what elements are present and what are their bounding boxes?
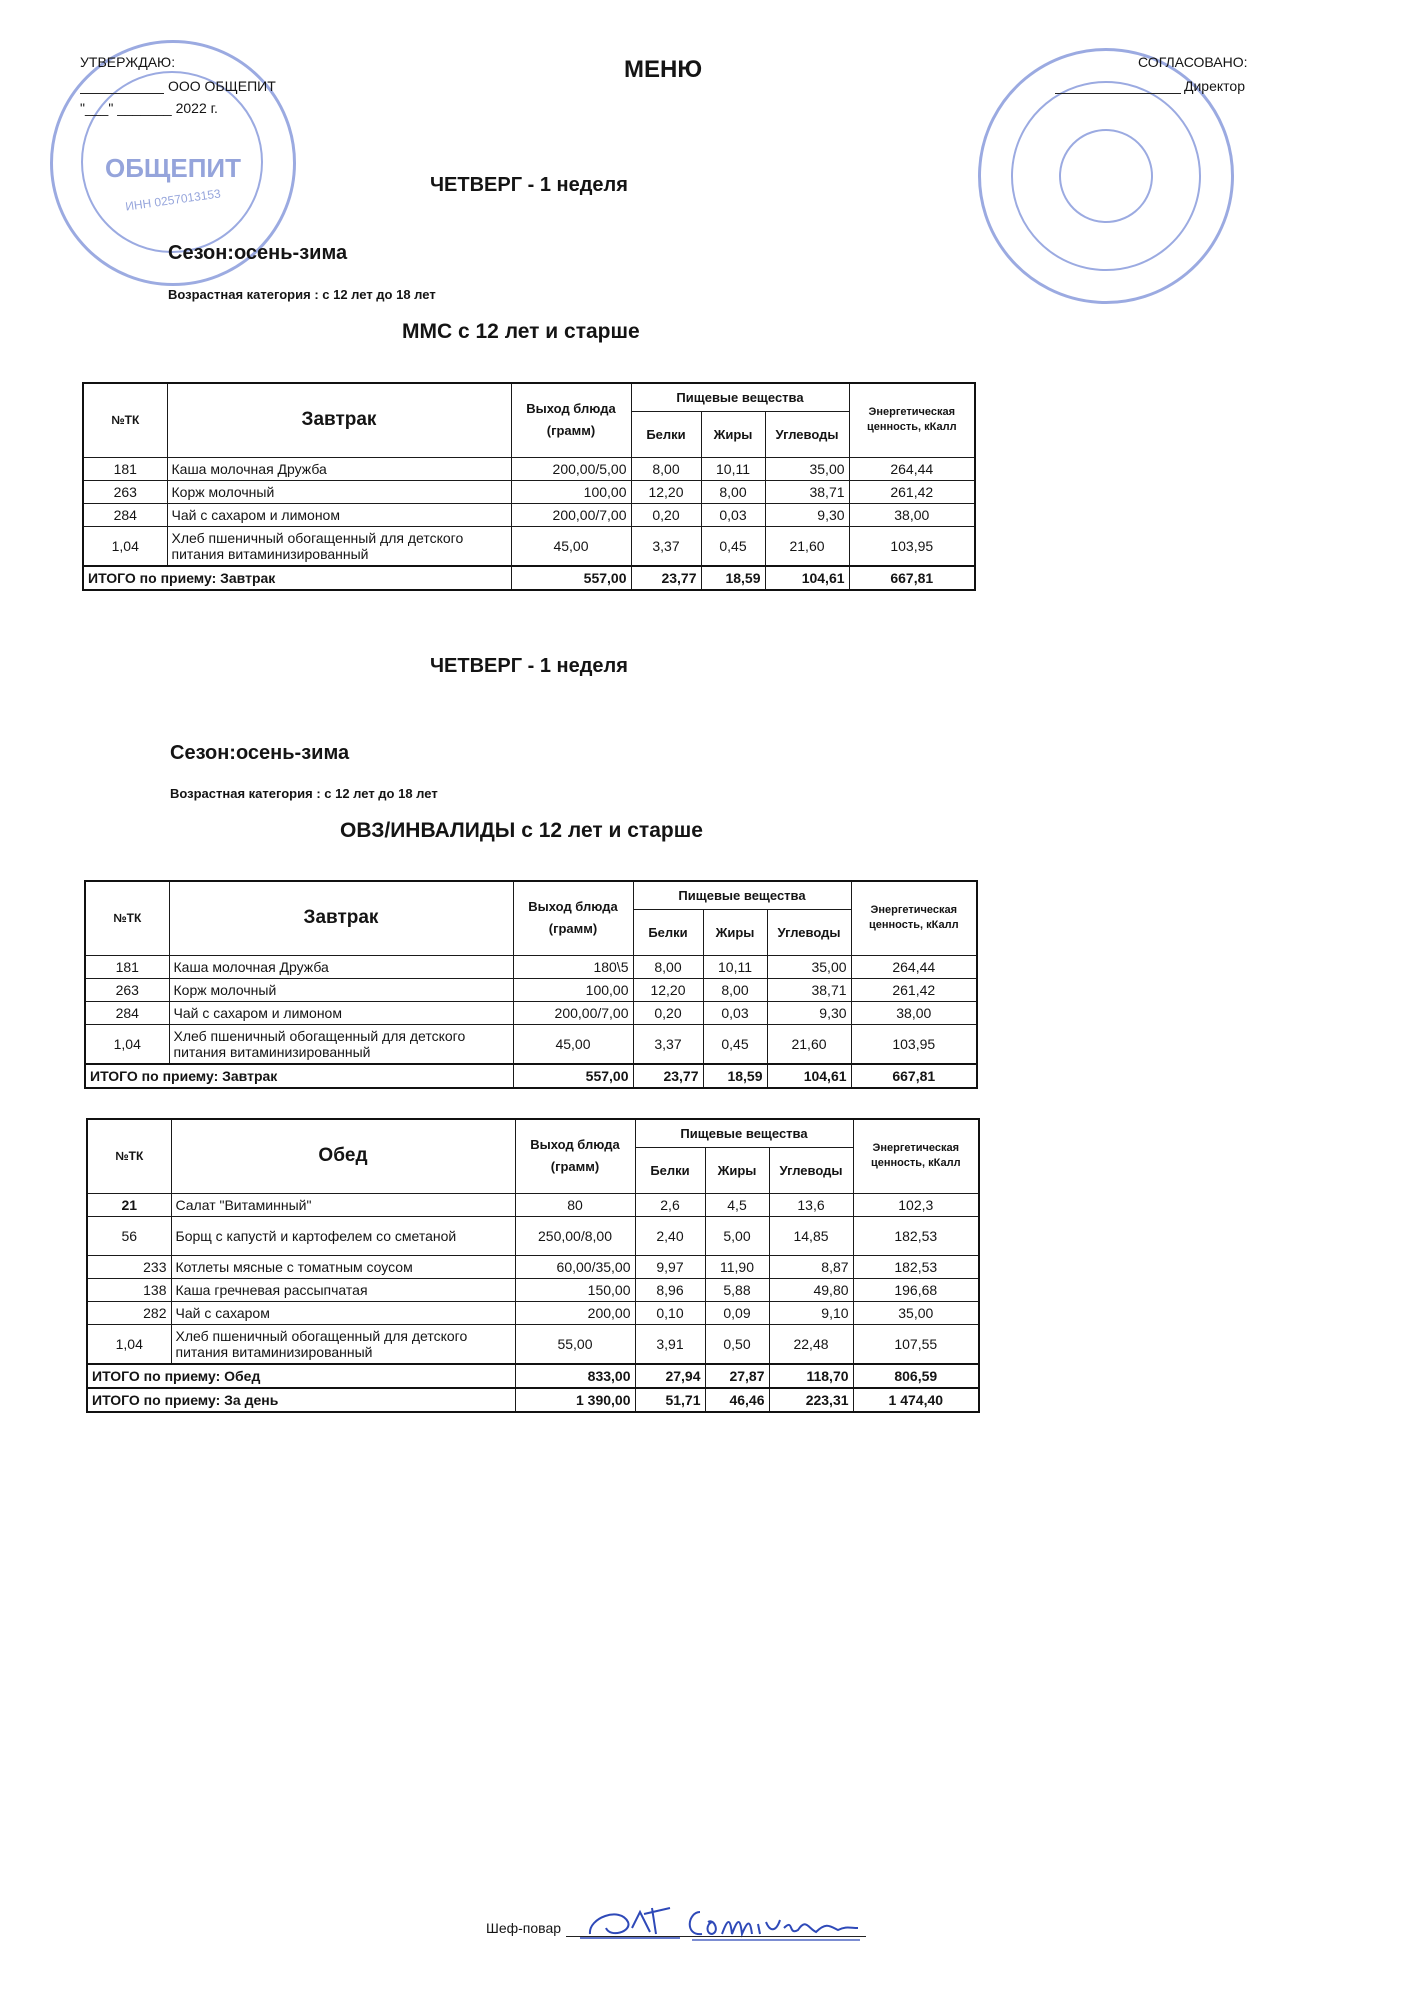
table-row: 1,04 Хлеб пшеничный обогащенный для детского питания витаминизированный 55,00 3,91 0,50 22,48 107,55 bbox=[87, 1324, 979, 1364]
table-breakfast-mms bbox=[82, 382, 976, 591]
page-title: МЕНЮ bbox=[624, 56, 703, 83]
col-energy: Энергетическая ценность, кКалл bbox=[849, 383, 975, 457]
left-stamp-name: ОБЩЕПИТ bbox=[104, 153, 241, 183]
table-row: 181 Каша молочная Дружба 180\5 8,00 10,11 35,00 264,44 bbox=[85, 955, 977, 978]
col-nutrients: Пищевые вещества bbox=[631, 383, 849, 411]
table-row: 233 Котлеты мясные с томатным соусом 60,00/35,00 9,97 11,90 8,87 182,53 bbox=[87, 1255, 979, 1278]
section2-day: ЧЕТВЕРГ - 1 неделя bbox=[430, 655, 628, 677]
chef-signature bbox=[580, 1888, 870, 1948]
table-lunch-ovz bbox=[86, 1118, 980, 1413]
approve-org: ООО ОБЩЕПИТ bbox=[168, 78, 276, 94]
chef-label: Шеф-повар bbox=[486, 1920, 562, 1936]
total-row: ИТОГО по приему: Обед 833,00 27,94 27,87 118,70 806,59 bbox=[87, 1364, 979, 1388]
table-row: 282 Чай с сахаром 200,00 0,10 0,09 9,10 35,00 bbox=[87, 1301, 979, 1324]
col-carbs: Углеводы bbox=[767, 909, 851, 955]
approve-label: УТВЕРЖДАЮ: bbox=[80, 54, 176, 70]
col-nutrients: Пищевые вещества bbox=[633, 881, 851, 909]
col-fat: Жиры bbox=[705, 1147, 769, 1193]
col-tk: №ТК bbox=[87, 1119, 171, 1193]
approve-signature-line bbox=[80, 93, 164, 94]
section1-day: ЧЕТВЕРГ - 1 неделя bbox=[430, 174, 628, 196]
col-meal: Завтрак bbox=[169, 881, 513, 955]
col-energy: Энергетическая ценность, кКалл bbox=[853, 1119, 979, 1193]
table-row: 263 Корж молочный 100,00 12,20 8,00 38,71 261,42 bbox=[83, 480, 975, 503]
table-row: 1,04 Хлеб пшеничный обогащенный для детского питания витаминизированный 45,00 3,37 0,45 21,60 103,95 bbox=[85, 1024, 977, 1064]
agree-label: СОГЛАСОВАНО: bbox=[1138, 54, 1248, 70]
col-yield: Выход блюда (грамм) bbox=[513, 881, 633, 955]
col-fat: Жиры bbox=[703, 909, 767, 955]
col-protein: Белки bbox=[631, 411, 701, 457]
col-fat: Жиры bbox=[701, 411, 765, 457]
col-meal: Обед bbox=[171, 1119, 515, 1193]
total-row: ИТОГО по приему: Завтрак 557,00 23,77 18,59 104,61 667,81 bbox=[83, 566, 975, 590]
table-row: 138 Каша гречневая рассыпчатая 150,00 8,96 5,88 49,80 196,68 bbox=[87, 1278, 979, 1301]
col-meal: Завтрак bbox=[167, 383, 511, 457]
table-breakfast-ovz bbox=[84, 880, 978, 1089]
left-stamp-inn: ИНН 0257013153 bbox=[124, 186, 222, 214]
col-tk: №ТК bbox=[85, 881, 169, 955]
table-row: 1,04 Хлеб пшеничный обогащенный для детского питания витаминизированный 45,00 3,37 0,45 21,60 103,95 bbox=[83, 526, 975, 566]
col-energy: Энергетическая ценность, кКалл bbox=[851, 881, 977, 955]
total-row: ИТОГО по приему: Завтрак 557,00 23,77 18,59 104,61 667,81 bbox=[85, 1064, 977, 1088]
approve-date: "___" _______ 2022 г. bbox=[80, 100, 218, 116]
agree-role: Директор bbox=[1184, 78, 1245, 94]
section1-age: Возрастная категория : с 12 лет до 18 лет bbox=[168, 287, 436, 302]
col-yield: Выход блюда (грамм) bbox=[515, 1119, 635, 1193]
section1-group: ММС с 12 лет и старше bbox=[402, 320, 640, 343]
agree-signature-line bbox=[1055, 93, 1181, 94]
day-total-row: ИТОГО по приему: За день 1 390,00 51,71 46,46 223,31 1 474,40 bbox=[87, 1388, 979, 1412]
table-row: 284 Чай с сахаром и лимоном 200,00/7,00 0,20 0,03 9,30 38,00 bbox=[83, 503, 975, 526]
table-row: 284 Чай с сахаром и лимоном 200,00/7,00 0,20 0,03 9,30 38,00 bbox=[85, 1001, 977, 1024]
section2-season: Сезон:осень-зима bbox=[170, 742, 350, 764]
col-protein: Белки bbox=[633, 909, 703, 955]
table-row: 181 Каша молочная Дружба 200,00/5,00 8,00 10,11 35,00 264,44 bbox=[83, 457, 975, 480]
chef-signature-line bbox=[566, 1936, 866, 1937]
table-row: 263 Корж молочный 100,00 12,20 8,00 38,71 261,42 bbox=[85, 978, 977, 1001]
col-nutrients: Пищевые вещества bbox=[635, 1119, 853, 1147]
col-carbs: Углеводы bbox=[765, 411, 849, 457]
col-carbs: Углеводы bbox=[769, 1147, 853, 1193]
section2-age: Возрастная категория : с 12 лет до 18 лет bbox=[170, 786, 438, 801]
section2-group: ОВЗ/ИНВАЛИДЫ с 12 лет и старше bbox=[340, 819, 703, 842]
col-tk: №ТК bbox=[83, 383, 167, 457]
table-row: 56 Борщ с капустй и картофелем со сметаной 250,00/8,00 2,40 5,00 14,85 182,53 bbox=[87, 1216, 979, 1255]
section1-season: Сезон:осень-зима bbox=[168, 242, 348, 264]
col-protein: Белки bbox=[635, 1147, 705, 1193]
col-yield: Выход блюда (грамм) bbox=[511, 383, 631, 457]
table-row: 21 Салат "Витаминный" 80 2,6 4,5 13,6 102,3 bbox=[87, 1193, 979, 1216]
